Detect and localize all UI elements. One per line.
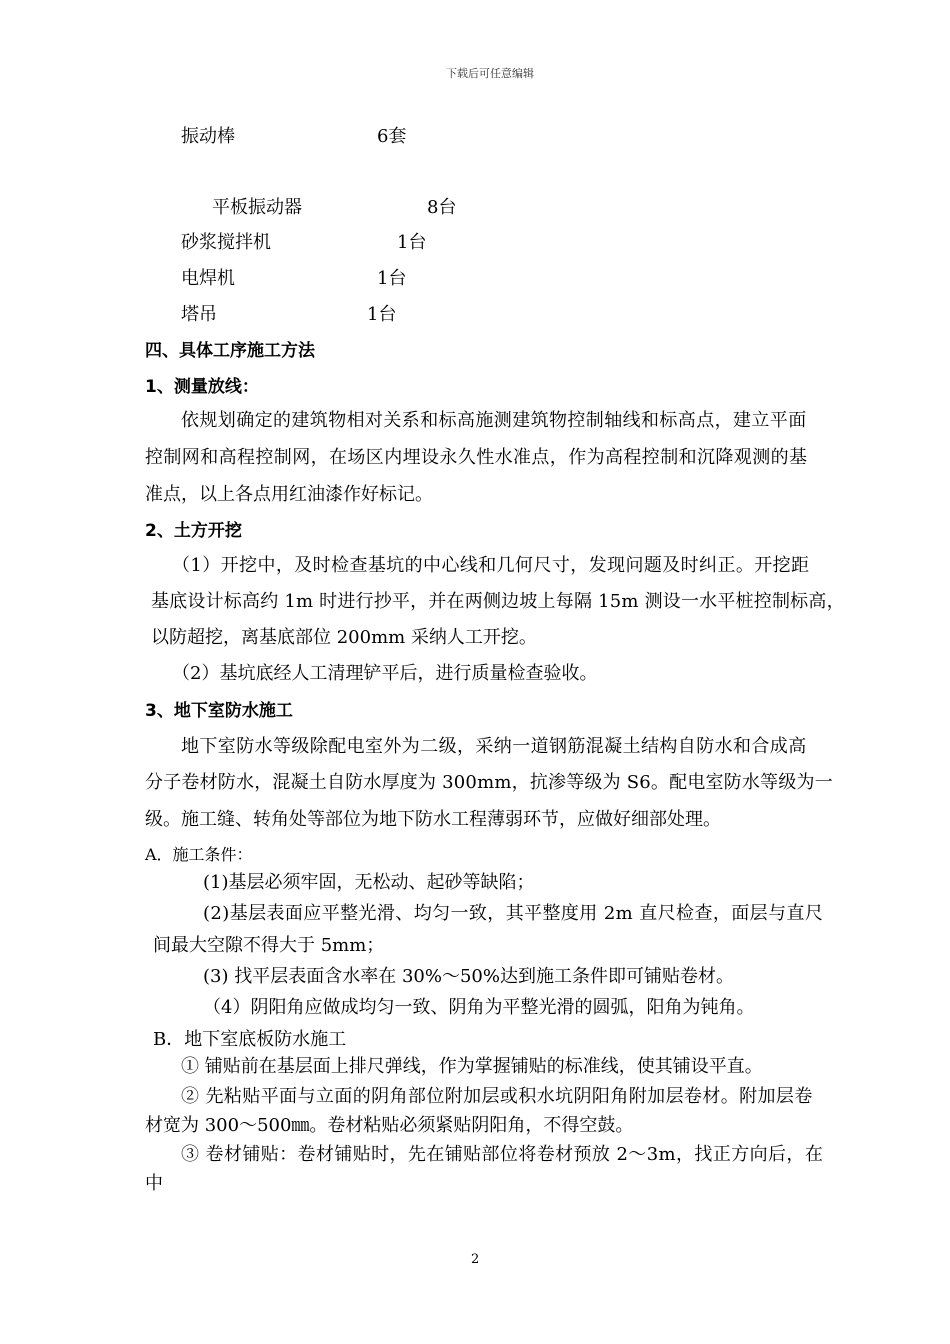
equipment-qty: 1台: [397, 232, 427, 253]
equipment-qty: 8台: [427, 197, 457, 218]
equipment-name: 平板振动器: [212, 197, 302, 218]
paragraph-line: ② 先粘贴平面与立面的阴角部位附加层或积水坑阴阳角附加层卷材。附加层卷: [181, 1086, 813, 1107]
paragraph-line: 地下室防水等级除配电室外为二级，采纳一道钢筋混凝土结构自防水和合成高: [181, 736, 807, 757]
equipment-name: 砂浆搅拌机: [181, 232, 271, 253]
paragraph-line: 分子卷材防水，混凝土自防水厚度为 300mm，抗渗等级为 S6。配电室防水等级为一: [145, 772, 833, 793]
paragraph-line: 准点，以上各点用红油漆作好标记。: [145, 484, 433, 505]
paragraph-line: 材宽为 300～500㎜。卷材粘贴必须紧贴阴阳角，不得空鼓。: [145, 1115, 634, 1136]
paragraph-line: ① 铺贴前在基层面上排尺弹线，作为掌握铺贴的标准线，使其铺设平直。: [181, 1056, 763, 1077]
equipment-name: 振动棒: [181, 126, 235, 147]
paragraph-line: 控制网和高程控制网，在场区内埋设永久性水准点，作为高程控制和沉降观测的基: [145, 447, 808, 468]
paragraph-line: 以防超挖，离基底部位 200mm 采纳人工开挖。: [151, 627, 537, 648]
equipment-qty: 6套: [377, 126, 407, 147]
equipment-qty: 1台: [367, 304, 397, 325]
paragraph-line: 中: [145, 1173, 163, 1194]
page-header: 下载后可任意编辑: [446, 67, 534, 80]
paragraph-line: (1)基层必须牢固，无松动、起砂等缺陷；: [203, 872, 535, 893]
subsection-heading: A．施工条件：: [145, 845, 253, 864]
paragraph-line: (3) 找平层表面含水率在 30%～50%达到施工条件即可铺贴卷材。: [203, 966, 734, 987]
paragraph-line: ③ 卷材铺贴：卷材铺贴时，先在铺贴部位将卷材预放 2～3m，找正方向后，在: [181, 1144, 824, 1165]
paragraph-line: (2)基层表面应平整光滑、均匀一致，其平整度用 2m 直尺检查，面层与直尺: [203, 903, 824, 924]
subsection-heading: 3、地下室防水施工: [145, 701, 293, 721]
paragraph-line: （1）开挖中，及时检查基坑的中心线和几何尺寸，发现问题及时纠正。开挖距: [172, 555, 810, 576]
section-heading: 四、具体工序施工方法: [145, 341, 315, 361]
paragraph-line: 基底设计标高约 1m 时进行抄平，并在两侧边坡上每隔 15m 测设一水平桩控制标高，: [151, 591, 845, 612]
page-number: 2: [471, 1252, 480, 1267]
equipment-name: 电焊机: [181, 268, 235, 289]
subsection-heading: 1、测量放线：: [145, 377, 259, 397]
paragraph-line: 级。施工缝、转角处等部位为地下防水工程薄弱环节，应做好细部处理。: [145, 809, 721, 830]
equipment-qty: 1台: [377, 268, 407, 289]
subsection-heading: B．地下室底板防水施工: [153, 1029, 347, 1050]
paragraph-line: （4）阴阳角应做成均匀一致、阴角为平整光滑的圆弧，阳角为钝角。: [203, 997, 755, 1018]
subsection-heading: 2、土方开挖: [145, 521, 242, 541]
equipment-name: 塔吊: [181, 304, 217, 325]
paragraph-line: 间最大空隙不得大于 5mm；: [153, 935, 385, 956]
paragraph-line: 依规划确定的建筑物相对关系和标高施测建筑物控制轴线和标高点，建立平面: [181, 410, 807, 431]
paragraph-line: （2）基坑底经人工清理铲平后，进行质量检查验收。: [172, 663, 598, 684]
